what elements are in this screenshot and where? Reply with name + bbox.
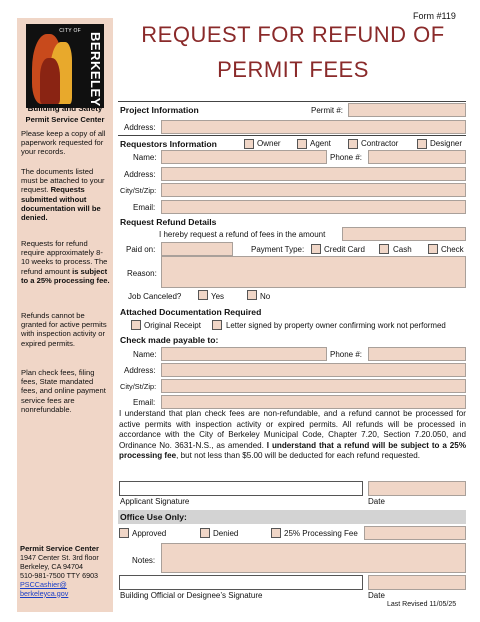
applicant-date-label: Date [368, 497, 385, 506]
project-heading: Project Information [120, 105, 199, 115]
check-label: Check [441, 245, 464, 254]
contact-address2: Berkeley, CA 94704 [20, 561, 83, 571]
contact-title: Permit Service Center [20, 544, 99, 553]
owner-label: Owner [257, 139, 281, 148]
paid-on-label: Paid on: [126, 245, 156, 254]
agent-label: Agent [310, 139, 331, 148]
notes-label: Notes: [132, 556, 156, 565]
credit-card-label: Credit Card [324, 245, 365, 254]
project-address-field[interactable] [161, 120, 466, 134]
requestor-city-label: City/St/Zip: [120, 186, 157, 195]
permit-number-field[interactable] [348, 103, 466, 117]
check-checkbox[interactable] [428, 244, 438, 254]
requestors-heading: Requestors Information [120, 139, 217, 149]
city-logo [26, 24, 104, 108]
contact-phone: 510-981-7500 TTY 6903 [20, 570, 99, 580]
logo-name-text: BERKELEY [88, 32, 103, 107]
project-address-label: Address: [124, 123, 156, 132]
contractor-checkbox[interactable] [348, 139, 358, 149]
cash-label: Cash [393, 245, 412, 254]
permit-label: Permit #: [311, 106, 344, 115]
acknowledgement-text: I understand that plan check fees are non-refundable, and a refund cannot be processed for active permits with inspection activity or expired permits. All refunds will be processed in accordance with the City of Berkeley Municipal Code, Chapter 7.20, Section 7.20.050, and Ordinance No. 3631-N.S., as amended. I understand that a refund will be subject to a 25% processing fee, but not less than $5.00 will be deducted for each refund requested. [119, 409, 467, 461]
applicant-signature-label: Applicant Signature [120, 497, 190, 506]
owner-checkbox[interactable] [244, 139, 254, 149]
refund-heading: Request Refund Details [120, 217, 217, 227]
sidebar-note-active: Refunds cannot be granted for active permits with inspection activity or expired permits. [21, 311, 107, 348]
sidebar-note-processing: Requests for refund require approximately 8-10 weeks to process. The refund amount is subject to a 25% processing fee. [21, 239, 110, 285]
approved-label: Approved [132, 529, 167, 538]
designer-checkbox[interactable] [417, 139, 427, 149]
owner-letter-label: Letter signed by property owner confirming work not performed [226, 321, 446, 330]
payee-email-field[interactable] [161, 395, 466, 409]
requestor-email-label: Email: [133, 203, 156, 212]
official-signature-label: Building Official or Designee’s Signature [120, 591, 263, 600]
canceled-yes-label: Yes [211, 292, 225, 301]
cash-checkbox[interactable] [379, 244, 389, 254]
paid-on-field[interactable] [161, 242, 233, 256]
check-payable-heading: Check made payable to: [120, 335, 219, 345]
sidebar [17, 18, 113, 612]
payee-phone-field[interactable] [368, 347, 466, 361]
notes-field[interactable] [161, 543, 466, 573]
requestor-address-field[interactable] [161, 167, 466, 181]
reason-field[interactable] [161, 256, 466, 288]
contractor-label: Contractor [361, 139, 399, 148]
payee-address-label: Address: [124, 366, 156, 375]
attached-heading: Attached Documentation Required [120, 307, 262, 317]
processing-fee-checkbox[interactable] [271, 528, 281, 538]
logo-city-text: CITY OF [59, 28, 81, 34]
denied-label: Denied [213, 529, 239, 538]
payee-email-label: Email: [133, 398, 156, 407]
divider [118, 135, 466, 136]
divider [118, 101, 466, 102]
requestor-email-field[interactable] [161, 200, 466, 214]
refund-amount-field[interactable] [342, 227, 466, 241]
payment-type-label: Payment Type: [251, 245, 305, 254]
job-canceled-label: Job Canceled? [128, 292, 182, 301]
canceled-no-checkbox[interactable] [247, 290, 257, 300]
canceled-no-label: No [260, 292, 271, 301]
requestor-name-field[interactable] [161, 150, 327, 164]
page-title-line1: REQUEST FOR REFUND OF [141, 22, 445, 47]
processing-fee-field[interactable] [364, 526, 466, 540]
original-receipt-label: Original Receipt [144, 321, 201, 330]
last-revised: Last Revised 11/05/25 [387, 601, 457, 608]
sidebar-note-nonrefundable: Plan check fees, filing fees, State mandated fees, and online payment service fees are nonrefundable. [21, 368, 106, 414]
applicant-date-field[interactable] [368, 481, 466, 496]
applicant-signature-field[interactable] [119, 481, 363, 496]
sidebar-contact [20, 545, 112, 598]
denied-checkbox[interactable] [200, 528, 210, 538]
refund-amount-label: I hereby request a refund of fees in the amount [159, 230, 326, 239]
payee-city-label: City/St/Zip: [120, 382, 157, 391]
contact-address1: 1947 Center St. 3rd floor [20, 552, 99, 562]
designer-label: Designer [430, 139, 463, 148]
page-title-line2: PERMIT FEES [217, 57, 369, 82]
owner-letter-checkbox[interactable] [212, 320, 222, 330]
official-signature-field[interactable] [119, 575, 363, 590]
sidebar-dept: Building and Safety [27, 104, 103, 113]
contact-email-line2[interactable]: berkeleyca.gov [20, 588, 69, 598]
approved-checkbox[interactable] [119, 528, 129, 538]
payee-name-label: Name: [133, 350, 157, 359]
official-date-label: Date [368, 591, 385, 600]
processing-fee-label: 25% Processing Fee [284, 529, 358, 538]
payee-address-field[interactable] [161, 363, 466, 377]
requestor-name-label: Name: [133, 153, 157, 162]
agent-checkbox[interactable] [297, 139, 307, 149]
requestor-address-label: Address: [124, 170, 156, 179]
payee-phone-label: Phone #: [330, 350, 363, 359]
requestor-phone-label: Phone #: [330, 153, 363, 162]
payee-name-field[interactable] [161, 347, 327, 361]
canceled-yes-checkbox[interactable] [198, 290, 208, 300]
contact-email-line1[interactable]: PSCCashier@ [20, 579, 67, 589]
payee-city-field[interactable] [161, 379, 466, 393]
requestor-phone-field[interactable] [368, 150, 466, 164]
sidebar-note-copy: Please keep a copy of all paperwork requested for your records. [21, 129, 106, 157]
reason-label: Reason: [127, 269, 157, 278]
sidebar-note-documents: The documents listed must be attached to your request. Requests submitted without documentation will be denied. [21, 167, 105, 223]
credit-card-checkbox[interactable] [311, 244, 321, 254]
office-use-heading: Office Use Only: [120, 512, 187, 522]
form-number: Form #119 [413, 11, 456, 21]
sidebar-center: Permit Service Center [25, 115, 105, 124]
requestor-city-field[interactable] [161, 183, 466, 197]
official-date-field[interactable] [368, 575, 466, 590]
original-receipt-checkbox[interactable] [131, 320, 141, 330]
